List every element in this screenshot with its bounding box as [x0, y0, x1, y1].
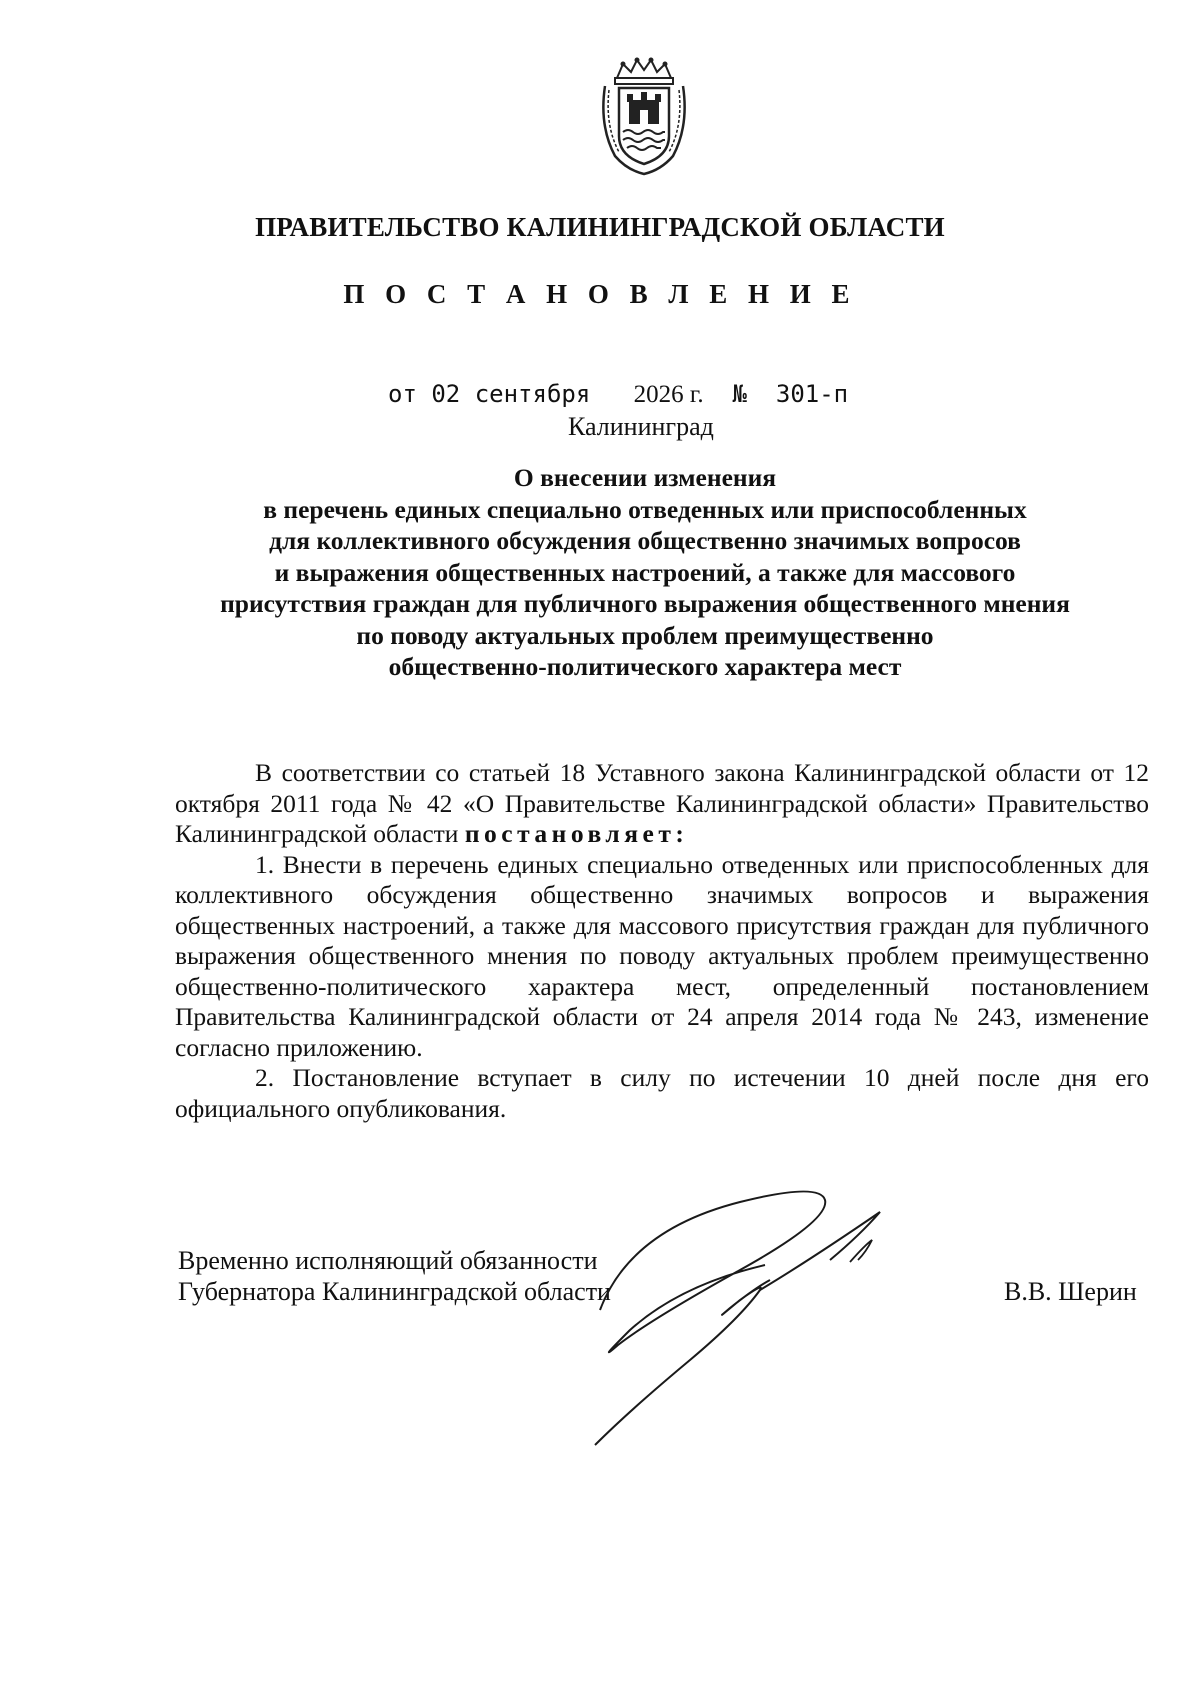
item-2-paragraph: 2. Постановление вступает в силу по истечении 10 дней после дня его официального опубликования. — [175, 1063, 1149, 1123]
organization-name: ПРАВИТЕЛЬСТВО КАЛИНИНГРАДСКОЙ ОБЛАСТИ — [255, 212, 945, 242]
signatory-name: В.В. Шерин — [1004, 1277, 1137, 1306]
document-title — [150, 462, 1140, 683]
title-line: О внесении изменения — [513, 463, 777, 492]
position-line: Губернатора Калининградской области — [178, 1277, 611, 1306]
date-day-month: 02 сентября — [431, 380, 591, 408]
item-1-paragraph: 1. Внести в перечень единых специально отведенных или приспособленных для коллективного обсуждения общественно значимых вопросов и выражения общественных настроений, а также для массового присутствия граждан для публичного выражения общественного мнения по поводу актуальных проблем преимущественно общественно-политического характера мест, определенный постановлением Правительства Калининградской области от 24 апреля 2014 года № 243, изменение согласно приложению. — [175, 849, 1149, 1062]
title-line: присутствия граждан для публичного выражения общественного мнения — [220, 589, 1070, 618]
dateline — [388, 380, 848, 409]
preamble-paragraph — [175, 758, 1149, 850]
date-prefix: от — [388, 380, 417, 408]
title-line: общественно-политического характера мест — [388, 652, 902, 681]
decree-word: постановляет: — [464, 819, 689, 848]
city: Калининград — [568, 412, 714, 441]
signatory-position — [178, 1245, 611, 1307]
title-line: и выражения общественных настроений, а также для массового — [274, 557, 1016, 587]
signature-icon — [590, 1190, 960, 1450]
number-sign: № — [732, 380, 747, 408]
document-number: 301-п — [775, 380, 849, 408]
document-type: П О С Т А Н О В Л Е Н И Е — [343, 279, 857, 309]
title-line: для коллективного обсуждения общественно значимых вопросов — [269, 526, 1021, 555]
position-line: Временно исполняющий обязанности — [178, 1246, 598, 1275]
document-body — [175, 758, 1149, 1124]
date-year: 2026 г. — [633, 381, 704, 408]
preamble-text: В соответствии со статьей 18 Уставного закона Калининградской области от 12 октября 2011 года № 42 «О Правительстве Калининградской области» Правительство Калининградской области — [175, 758, 1149, 848]
title-line: в перечень единых специально отведенных или приспособленных — [263, 494, 1027, 524]
coat-of-arms-icon — [597, 56, 691, 176]
title-line: по поводу актуальных проблем преимущественно — [356, 620, 934, 650]
